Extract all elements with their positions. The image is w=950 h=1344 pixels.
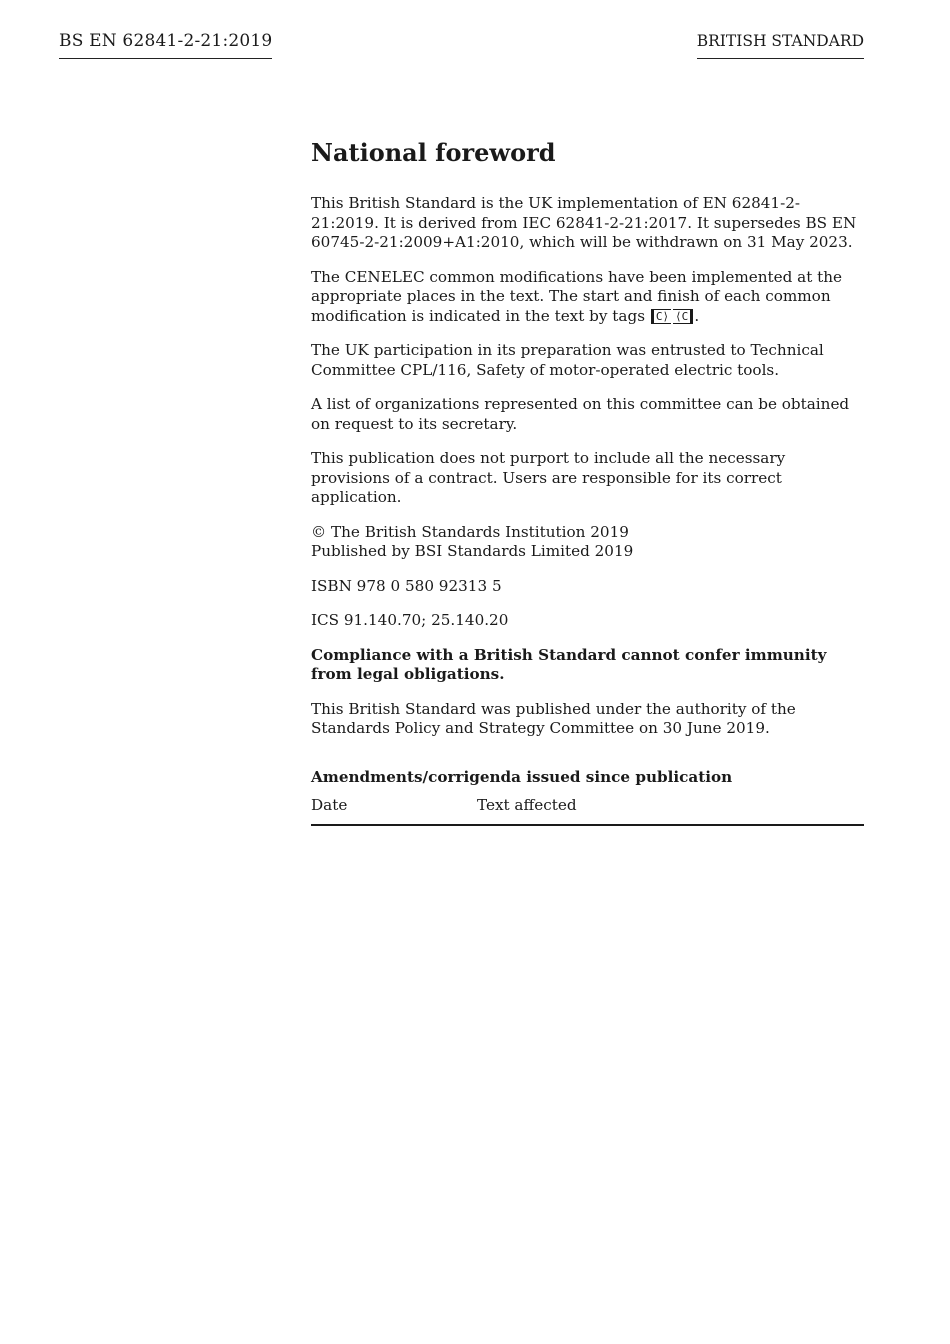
end-tag-icon: ⟨C xyxy=(673,309,693,324)
participation-paragraph: The UK participation in its preparation was entrusted to Technical Committee CPL/116, Safety of motor-operated electric tools. xyxy=(311,341,824,379)
committee-paragraph: A list of organizations represented on this committee can be obtained on request to its secretary. xyxy=(311,395,850,433)
compliance-statement: Compliance with a British Standard cannot confer immunity from legal obligations. xyxy=(311,645,827,683)
provisions-paragraph: This publication does not purport to include all the necessary provisions of a contract. Users are responsible for its correct application. xyxy=(311,449,786,506)
copyright-line: © The British Standards Institution 2019 xyxy=(311,522,629,541)
common-modifications-text: The CENELEC common modifications have been implemented at the appropriate places in the text. The start and finish of each common modification is indicated in the text by tags xyxy=(311,267,842,325)
amendments-title: Amendments/corrigenda issued since publication xyxy=(311,767,733,786)
document-id: BS EN 62841-2-21:2019 xyxy=(59,30,272,59)
foreword-content xyxy=(311,138,864,826)
start-tag-icon: C⟩ xyxy=(651,309,671,324)
implementation-paragraph: This British Standard is the UK implementation of EN 62841-2-21:2019. It is derived from IEC 62841-2-21:2017. It supersedes BS EN 60745-2-21:2009+A1:2010, which will be withdrawn on 31 May 2023. xyxy=(311,194,857,251)
common-modifications-paragraph xyxy=(311,268,864,327)
amendments-date-column: Date xyxy=(311,795,348,814)
ics-line: ICS 91.140.70; 25.140.20 xyxy=(311,611,509,629)
authority-paragraph: This British Standard was published under the authority of the Standards Policy and Strategy Committee on 30 June 2019. xyxy=(311,699,796,737)
publisher-line: Published by BSI Standards Limited 2019 xyxy=(311,542,634,560)
page-title: National foreword xyxy=(311,138,556,167)
copyright-block xyxy=(311,523,864,562)
amendments-table-header xyxy=(311,795,864,826)
amendments-text-column: Text affected xyxy=(477,795,577,814)
isbn-line: ISBN 978 0 580 92313 5 xyxy=(311,576,502,595)
common-modifications-end: . xyxy=(694,306,700,325)
standard-series-label: BRITISH STANDARD xyxy=(697,30,864,59)
